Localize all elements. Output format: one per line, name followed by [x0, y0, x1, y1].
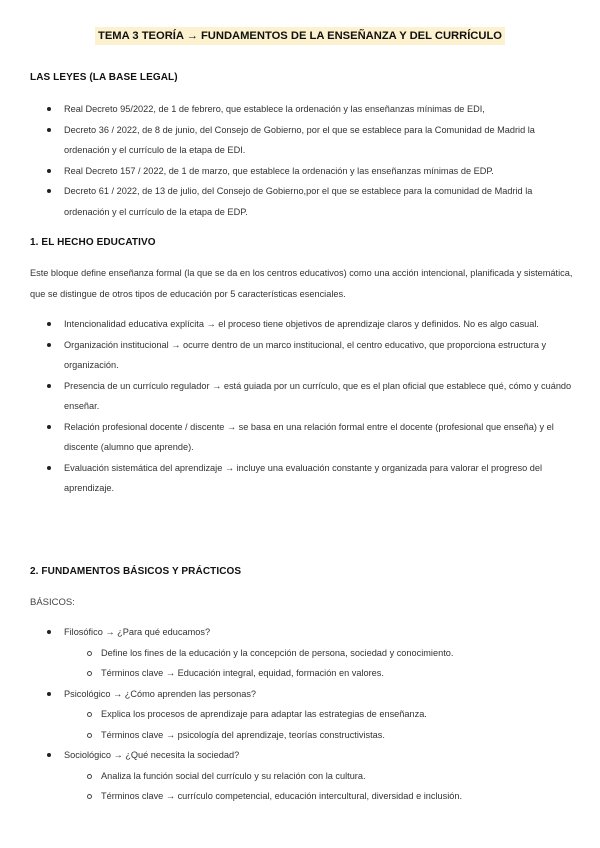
list-item: Presencia de un currículo regulador → está guiada por un currículo, que es el plan oficial que establece qué, cómo y cuándo enseñar. [64, 376, 574, 417]
sublist [64, 704, 574, 745]
list-item: Decreto 36 / 2022, de 8 de junio, del Consejo de Gobierno, por el que se establece para la Comunidad de Madrid la ordenación y el currículo de la etapa de EDI. [64, 120, 574, 161]
list-item: Decreto 61 / 2022, de 13 de julio, del Consejo de Gobierno,por el que se establece para la comunidad de Madrid la ordenación y el currículo de la etapa de EDP. [64, 181, 574, 222]
sublist-item: Analiza la función social del currículo y su relación con la cultura. [101, 766, 574, 787]
sublist-item: Términos clave → Educación integral, equidad, formación en valores. [101, 663, 574, 684]
basicos-subheading: BÁSICOS: [30, 597, 75, 608]
sublist-item: Términos clave → currículo competencial, educación intercultural, diversidad e inclusión. [101, 786, 574, 807]
list-item: Relación profesional docente / discente → se basa en una relación formal entre el docente (profesional que enseña) y el discente (alumno que aprende). [64, 417, 574, 458]
hecho-list [64, 314, 574, 499]
sublist-item: Términos clave → psicología del aprendizaje, teorías constructivistas. [101, 725, 574, 746]
sublist [64, 766, 574, 807]
leyes-heading: LAS LEYES (LA BASE LEGAL) [30, 72, 178, 83]
list-item: Evaluación sistemática del aprendizaje → incluye una evaluación constante y organizada para valorar el progreso del aprendizaje. [64, 458, 574, 499]
sublist-item: Explica los procesos de aprendizaje para adaptar las estrategias de enseñanza. [101, 704, 574, 725]
list-item: Organización institucional → ocurre dentro de un marco institucional, el centro educativo, que proporciona estructura y organización. [64, 335, 574, 376]
title-wrap [0, 26, 600, 45]
fundamentos-heading: 2. FUNDAMENTOS BÁSICOS Y PRÁCTICOS [30, 566, 242, 577]
fundamentos-list [64, 622, 574, 807]
sublist [64, 643, 574, 684]
hecho-intro: Este bloque define enseñanza formal (la que se da en los centros educativos) como una acción intencional, planificada y sistemática, que se distingue de otros tipos de educación por 5 características esenciales. [30, 268, 573, 299]
fundamento-label: Sociológico → ¿Qué necesita la sociedad? [64, 750, 240, 760]
list-item: Real Decreto 95/2022, de 1 de febrero, que establece la ordenación y las enseñanzas mínimas de EDI, [64, 99, 574, 120]
fundamento-label: Filosófico → ¿Para qué educamos? [64, 627, 211, 637]
list-item [64, 622, 574, 684]
leyes-list [64, 99, 574, 222]
hecho-heading: 1. EL HECHO EDUCATIVO [30, 237, 156, 248]
list-item: Real Decreto 157 / 2022, de 1 de marzo, que establece la ordenación y las enseñanzas mínimas de EDP. [64, 161, 574, 182]
fundamento-label: Psicológico → ¿Cómo aprenden las personas? [64, 688, 257, 699]
list-item [64, 745, 574, 807]
list-item: Intencionalidad educativa explícita → el proceso tiene objetivos de aprendizaje claros y definidos. No es algo casual. [64, 314, 574, 335]
list-item [64, 684, 574, 746]
document-title: TEMA 3 TEORÍA → FUNDAMENTOS DE LA ENSEÑANZA Y DEL CURRÍCULO [95, 27, 505, 45]
sublist-item: Define los fines de la educación y la concepción de persona, sociedad y conocimiento. [101, 643, 574, 664]
